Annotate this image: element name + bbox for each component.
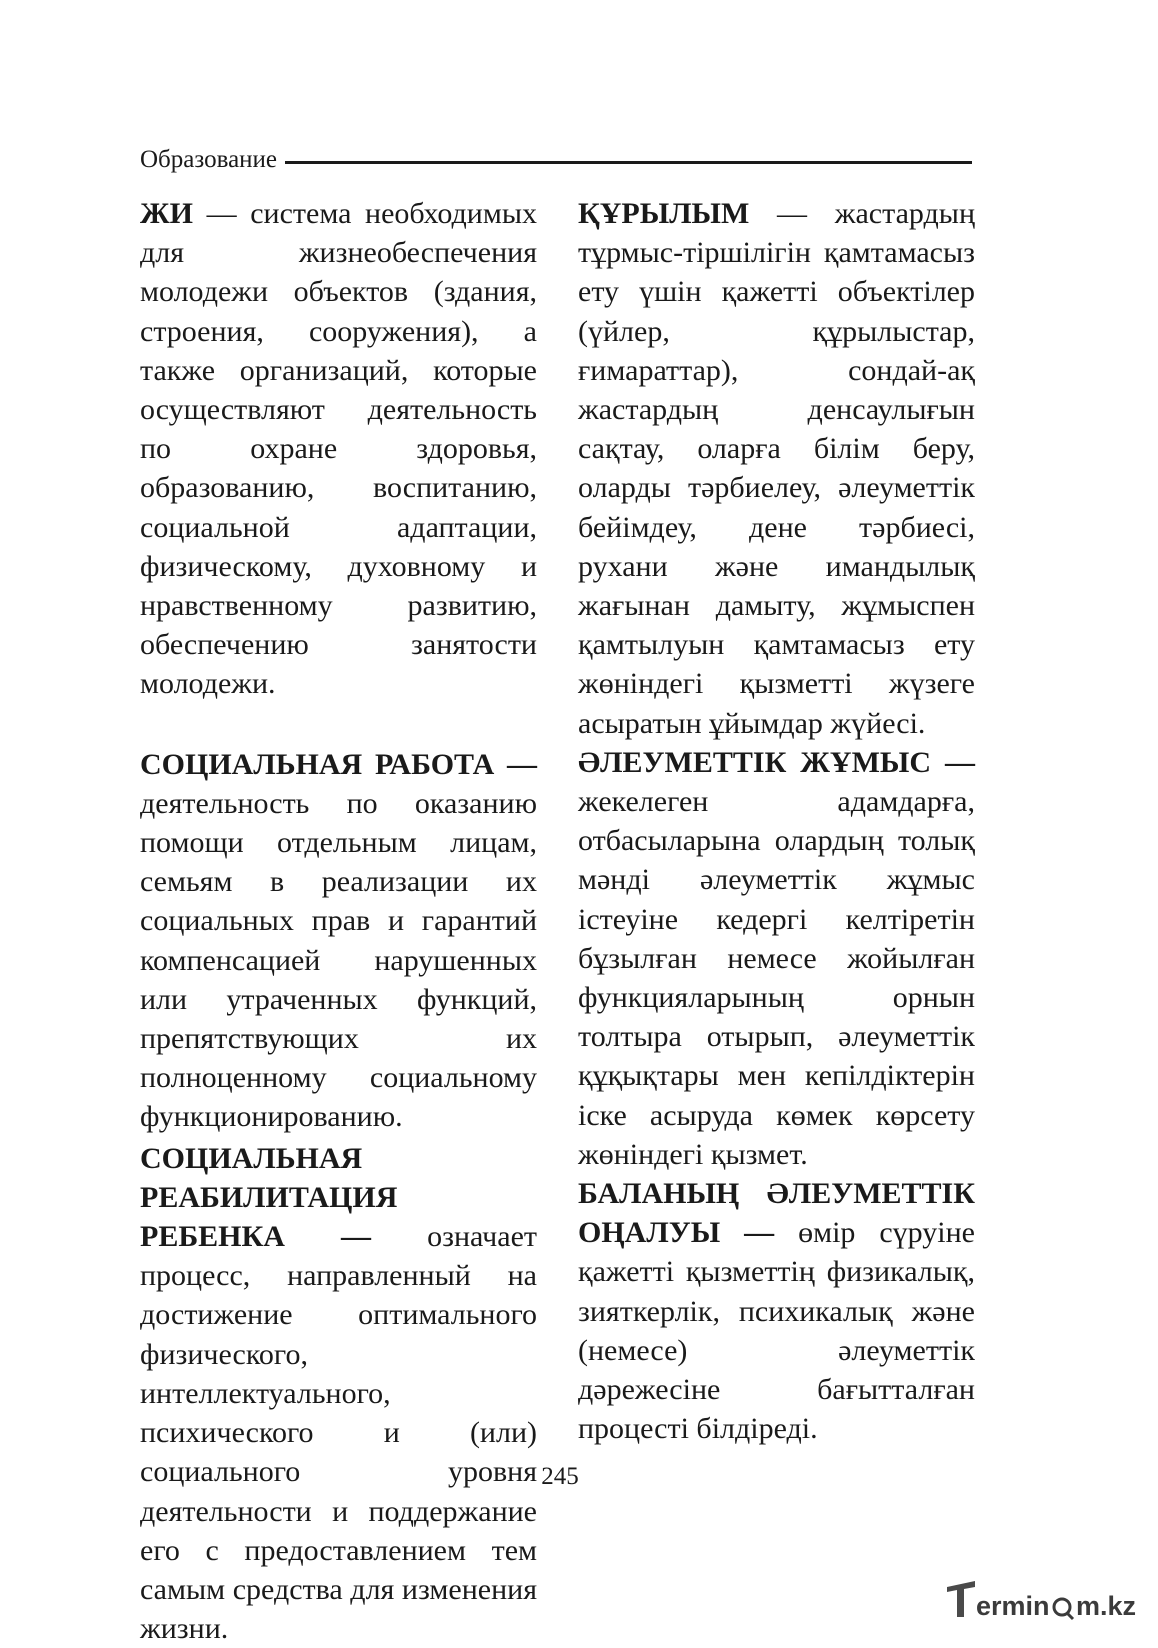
glossary-entry (578, 1174, 975, 1448)
glossary-entry (578, 194, 975, 743)
glossary-entry (140, 1139, 537, 1648)
entry-definition: — система необходимых для жизнеобеспечения молодежи объектов (здания, строения, сооружения), а также организаций, которые осуществляют деятельность по охране здоровья, образованию, воспитанию, социальной адаптации, физическому, духовному и нравственному развитию, обеспечению занятости молодежи. (140, 197, 537, 701)
left-column (140, 194, 537, 1648)
right-column (578, 194, 975, 1449)
entry-term: СОЦИАЛЬНАЯ РЕАБИЛИТАЦИЯ РЕБЕНКА — (140, 1141, 398, 1254)
entry-term: ЖИ (140, 197, 193, 230)
watermark-logo (941, 1577, 1136, 1621)
entry-term: ҚҰРЫЛЫМ (578, 197, 750, 230)
entry-term: ӘЛЕУМЕТТІК ЖҰМЫС — (578, 745, 975, 779)
svg-text:m.kz: m.kz (1076, 1591, 1136, 1621)
entry-definition: означает процесс, направленный на достижение оптимального физического, интеллектуального, психического и (или) социального уровня деятельности и поддержание его с предоставлением тем самым средства для изменения жизни. (140, 1220, 537, 1646)
entry-term: СОЦИАЛЬНАЯ РАБОТА — (140, 747, 537, 781)
header-rule (285, 161, 972, 164)
page-number: 245 (541, 1463, 579, 1490)
entry-definition: — жастардың тұрмыс-тіршілігін қамтамасыз ету үшін қажетті объектілер (үйлер, құрылыстар, ғимараттар), сондай-ақ жастардың денсаулығын сақтау, оларға білім беру, оларды тәрбиелеу, әлеуметтік бейімдеу, дене тәрбиесі, рухани және имандылық жағынан дамыту, жұмыспен қамтылуын қамтамасыз ету жөніндегі қызметті жүзеге асыратын ұйымдар жүйесі. (578, 197, 975, 740)
termincom-logo-icon (941, 1577, 1136, 1621)
section-title: Образование (140, 146, 278, 173)
glossary-entry (140, 194, 537, 704)
glossary-entry (578, 743, 975, 1174)
entry-definition: деятельность по оказанию помощи отдельным лицам, семьям в реализации их социальных прав и гарантий компенсацией нарушенных или утраченных функций, препятствующих их полноценному социальному функционированию. (140, 786, 537, 1134)
entry-term: БАЛАНЫҢ ӘЛЕУМЕТТІК ОҢАЛУЫ — (578, 1177, 975, 1250)
entry-definition: өмір сүруіне қажетті қызметтің физикалық, зияткерлік, психикалық және (немесе) әлеуметтік дәрежесіне бағытталған процесті білдіреді. (578, 1216, 975, 1446)
entry-definition: жекелеген адамдарға, отбасыларына олардың толық мәнді әлеуметтік жұмыс істеуіне кедергі келтіретін бұзылған немесе жойылған функцияларының орнын толтыра отырып, әлеуметтік құқықтары мен кепілдіктерін іске асыруда көмек көрсету жөніндегі қызмет. (578, 785, 975, 1171)
running-head (140, 146, 972, 174)
glossary-entry (140, 745, 537, 1137)
svg-text:ermin: ermin (976, 1591, 1050, 1621)
